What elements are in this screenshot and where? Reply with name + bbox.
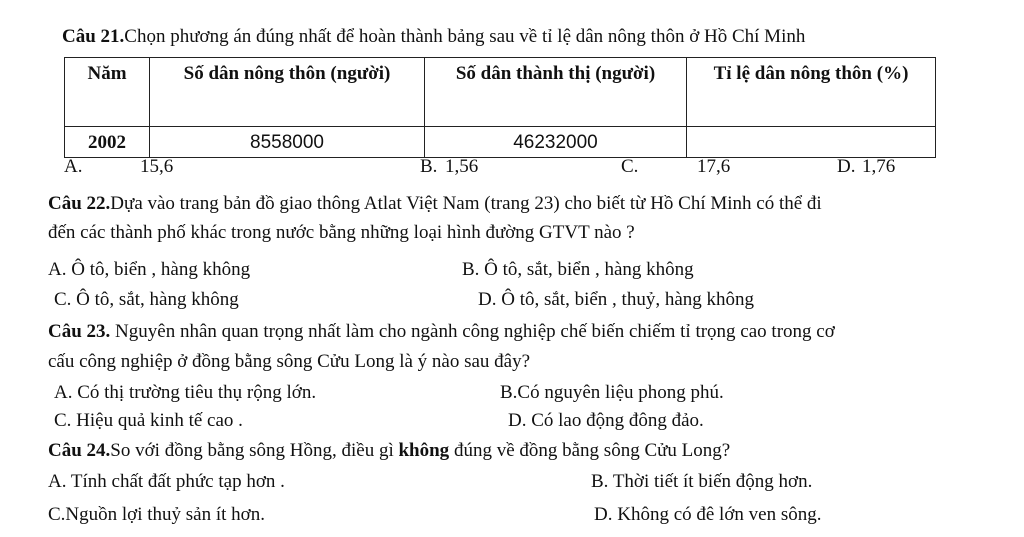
- q24-emphasis: không: [398, 440, 450, 461]
- table-row: [65, 127, 936, 158]
- q24-label: Câu 24.: [48, 440, 111, 461]
- q24-option-d: D. Không có đê lớn ven sông.: [594, 504, 822, 525]
- q22-text-line2: đến các thành phố khác trong nước bằng những loại hình đường GTVT nào ?: [48, 222, 635, 243]
- q22-option-a: A. Ô tô, biển , hàng không: [48, 259, 251, 280]
- header-rural-ratio: Tỉ lệ dân nông thôn (%): [687, 58, 936, 127]
- q21-option-b-letter: B.: [420, 156, 438, 177]
- q23-option-c: C. Hiệu quả kinh tế cao .: [54, 410, 243, 431]
- cell-rural-ratio: [687, 127, 936, 158]
- q24-text-before: So với đồng bằng sông Hồng, điều gì: [110, 440, 399, 461]
- cell-rural-population: 8558000: [150, 127, 425, 158]
- header-urban-population: Số dân thành thị (người): [425, 58, 687, 127]
- table-header-row: [65, 58, 936, 127]
- q23-stem-line1: [48, 322, 835, 341]
- q22-label: Câu 22.: [48, 193, 111, 214]
- q23-text-line1: Nguyên nhân quan trọng nhất làm cho ngành công nghiệp chế biến chiếm tỉ trọng cao trong cơ: [110, 321, 835, 342]
- header-year: Năm: [65, 58, 150, 127]
- q22-option-b: B. Ô tô, sắt, biển , hàng không: [462, 259, 694, 280]
- q21-option-d-letter: D.: [837, 156, 856, 177]
- q23-option-a: A. Có thị trường tiêu thụ rộng lớn.: [54, 382, 317, 403]
- cell-urban-population: 46232000: [425, 127, 687, 158]
- q21-option-a-text: 15,6: [140, 156, 174, 177]
- q21-option-c-letter: C.: [621, 156, 639, 177]
- q24-option-c: C.Nguồn lợi thuỷ sản ít hơn.: [48, 504, 265, 525]
- q22-text-line1: Dựa vào trang bản đồ giao thông Atlat Việt Nam (trang 23) cho biết từ Hồ Chí Minh có thể đi: [110, 193, 822, 214]
- q24-stem: [48, 441, 730, 460]
- q23-text-line2: cấu công nghiệp ở đồng bằng sông Cửu Long là ý nào sau đây?: [48, 351, 531, 372]
- q23-option-b: B.Có nguyên liệu phong phú.: [500, 382, 724, 403]
- q24-option-a: A. Tính chất đất phức tạp hơn .: [48, 471, 285, 492]
- population-table: [64, 57, 936, 158]
- q22-option-d: D. Ô tô, sắt, biển , thuỷ, hàng không: [478, 289, 755, 310]
- q21-option-a-letter: A.: [64, 156, 83, 177]
- q24-text-after: đúng về đồng bằng sông Cửu Long?: [449, 440, 731, 461]
- q22-option-c: C. Ô tô, sắt, hàng không: [54, 289, 239, 310]
- q23-option-d: D. Có lao động đông đảo.: [508, 410, 704, 431]
- q21-label: Câu 21.: [62, 26, 125, 47]
- cell-year: 2002: [65, 127, 150, 158]
- q22-stem-line1: [48, 194, 822, 213]
- header-rural-population: Số dân nông thôn (người): [150, 58, 425, 127]
- q21-stem: [62, 27, 805, 46]
- q21-option-d-text: 1,76: [862, 156, 896, 177]
- q21-option-c-text: 17,6: [697, 156, 731, 177]
- q21-text: Chọn phương án đúng nhất để hoàn thành bảng sau về tỉ lệ dân nông thôn ở Hồ Chí Minh: [124, 26, 806, 47]
- q24-option-b: B. Thời tiết ít biến động hơn.: [591, 471, 813, 492]
- q21-option-b-text: 1,56: [445, 156, 479, 177]
- q23-label: Câu 23.: [48, 321, 111, 342]
